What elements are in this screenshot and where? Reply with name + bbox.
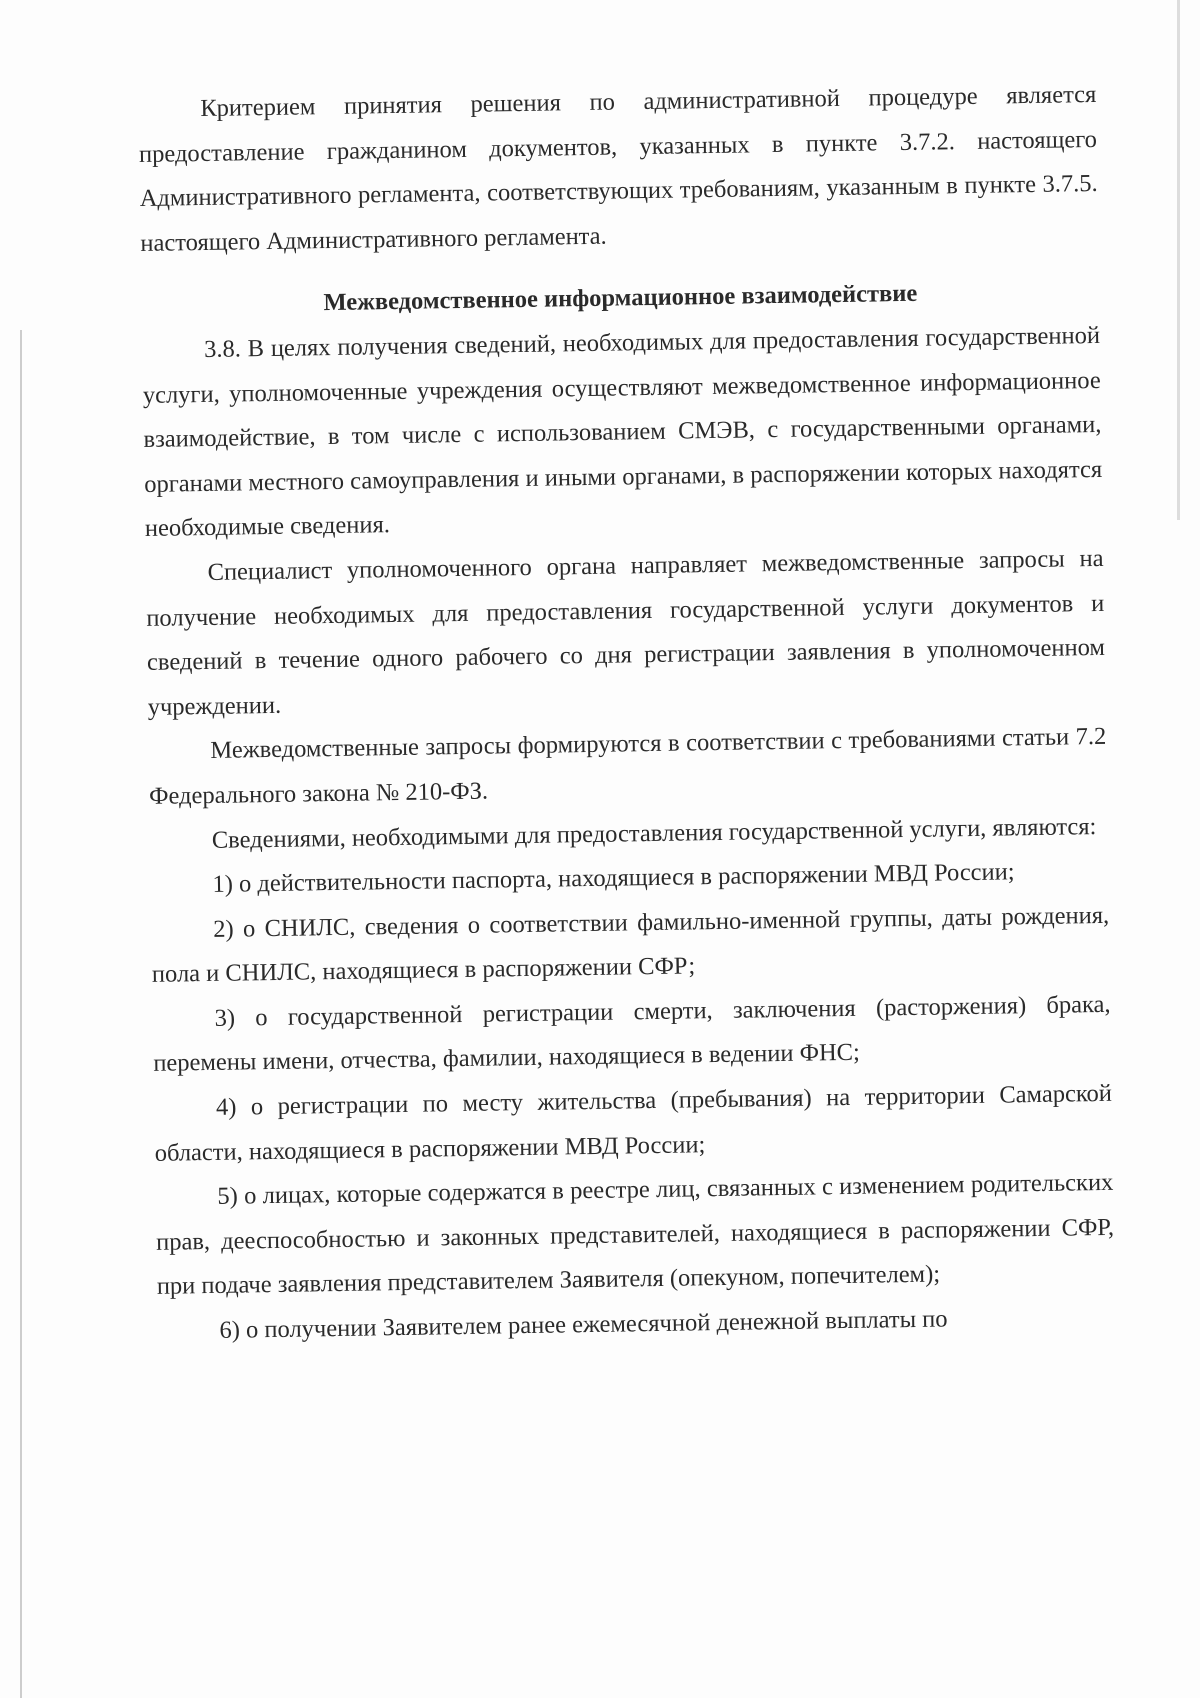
paragraph-required-info-intro: Сведениями, необходимыми для предоставления государственной услуги, являются: (211, 812, 1097, 854)
list-item-passport: 1) о действительности паспорта, находящиеся в распоряжении МВД России; (212, 858, 1015, 899)
list-item-residence-registration: 4) о регистрации по месту жительства (пребывания) на территории Самарской области, находящиеся в распоряжении МВД России; (154, 1079, 1113, 1167)
list-item-civil-registration: 3) о государственной регистрации смерти, заключения (расторжения) брака, перемены имени, отчества, фамилии, находящиеся в ведении ФНС; (153, 990, 1111, 1078)
paragraph-3-8: 3.8. В целях получения сведений, необходимых для предоставления государственной услуги, уполномоченные учреждения осуществляют межведомственное информационное взаимодействие, в том числе с использованием СМЭВ, с государственными органами, органами местного самоуправления и иными органами, в распоряжении которых находятся необходимые сведения. (142, 321, 1103, 543)
scan-edge-shadow-left (20, 330, 22, 1698)
list-item-monthly-payment: 6) о получении Заявителем ранее ежемесячной денежной выплаты по (219, 1305, 948, 1344)
list-item-guardianship-registry: 5) о лицах, которые содержатся в реестре лиц, связанных с изменением родительских прав, дееспособностью и законных представителей, находящиеся в распоряжении СФР, при подаче заявления представителем Заявителя (опекуном, попечителем); (155, 1169, 1115, 1301)
intro-paragraph: Критерием принятия решения по административной процедуре является предоставление гражданином документов, указанных в пункте 3.7.2. настоящего Административного регламента, соответствующих требованиям, указанным в пункте 3.7.5. настоящего Административного регламента. (138, 80, 1098, 257)
section-heading: Межведомственное информационное взаимодействие (323, 280, 918, 317)
paragraph-requests-formation: Межведомственные запросы формируются в соответствии с требованиями статьи 7.2 Федерального закона № 210-ФЗ. (148, 723, 1107, 810)
scan-edge-shadow-right (1177, 0, 1180, 520)
paragraph-specialist-requests: Специалист уполномоченного органа направляет межведомственные запросы на получение необходимых для предоставления государственной услуги документов и сведений в течение одного рабочего со дня регистрации заявления в уполномоченном учреждении. (146, 544, 1106, 721)
list-item-snils: 2) о СНИЛС, сведения о соответствии фамильно-именной группы, даты рождения, пола и СНИЛС, находящиеся в распоряжении СФР; (151, 901, 1110, 989)
document-body (138, 73, 1116, 1355)
